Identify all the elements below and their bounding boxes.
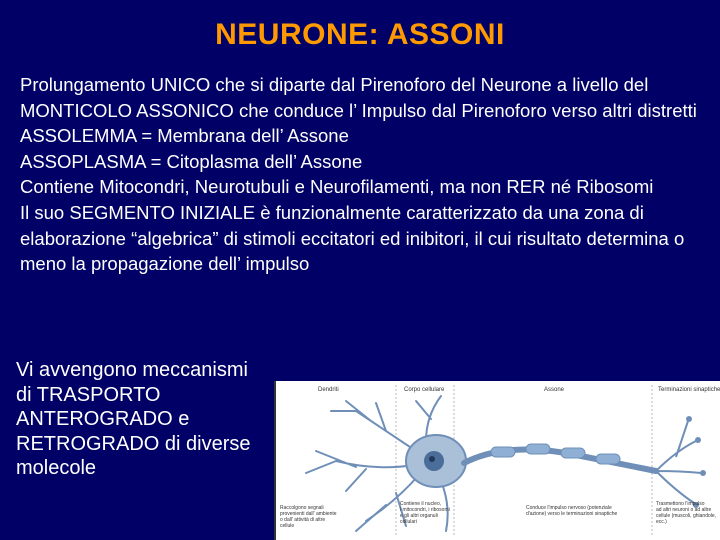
paragraph-initial-segment: Il suo SEGMENTO INIZIALE è funzionalmente caratterizzato da una zona di elaborazione “algebrica” di stimoli eccitatori ed inibitori, il cui risultato determina o meno la propagazione dell’ impulso <box>20 201 685 275</box>
paragraph-contents: Contiene Mitocondri, Neurotubuli e Neurofilamenti, ma non RER né Ribosomi <box>20 176 654 198</box>
slide-body <box>20 72 710 277</box>
terminal-branches <box>656 421 701 503</box>
transport-note: Vi avvengono meccanismi di TRASPORTO ANTEROGRADO e RETROGRADO di diverse molecole <box>16 359 251 479</box>
neuron-illustration <box>276 381 720 540</box>
caption-dendrites: Raccolgono segnali provenienti dall' ambiente o dall' attività di altre cellule <box>280 505 337 529</box>
paragraph-axoplasm: ASSOPLASMA = Citoplasma dell’ Assone <box>20 150 363 172</box>
caption-axon: Conduce l'impulso nervoso (potenziale d'azione) verso le terminazioni sinaptiche <box>526 505 618 517</box>
label-terminals: Terminazioni sinaptiche <box>658 387 720 393</box>
label-dendrites: Dendriti <box>318 387 339 393</box>
caption-terminals: Trasmettono l'impulso ad altri neuroni o ad altre cellule (muscoli, ghiandole, ecc.) <box>656 501 717 525</box>
caption-cell-body: Contiene il nucleo, i mitocondri, i ribosomi e gli altri organuli cellulari <box>400 501 450 525</box>
paragraph-axon-definition: Prolungamento UNICO che si diparte dal Pirenoforo del Neurone a livello del MONTICOLO ASSONICO che conduce l’ Impulso dal Pirenoforo verso altri distretti <box>20 74 697 121</box>
paragraph-axolemma: ASSOLEMMA = Membrana dell’ Assone <box>20 125 349 147</box>
label-axon: Assone <box>544 387 565 393</box>
slide-title: NEURONE: ASSONI <box>215 18 505 51</box>
nucleolus <box>429 456 435 462</box>
neuron-diagram <box>274 381 720 540</box>
terminal-boutons <box>686 416 706 508</box>
label-cell-body: Corpo cellulare <box>404 387 445 393</box>
